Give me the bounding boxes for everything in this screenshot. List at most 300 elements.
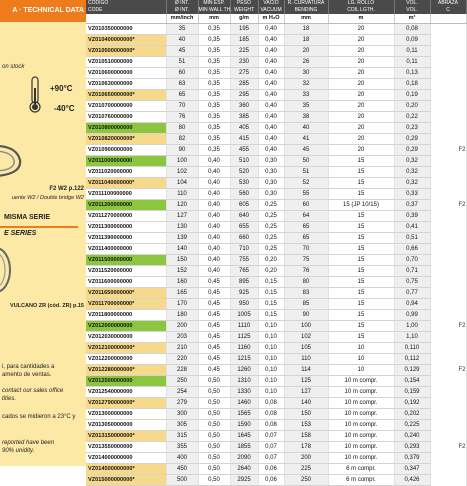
table-row: [86, 354, 466, 365]
row-bending: 102: [284, 332, 328, 343]
row-vacuum: 0,40: [258, 134, 284, 145]
serie-divider: [0, 226, 78, 228]
row-coil: 10: [328, 343, 394, 354]
col-header-vacuum-es: VACÍO: [258, 0, 284, 7]
row-clamp-ref: [430, 453, 466, 464]
row-bending: 33: [284, 90, 328, 101]
col-header-clamp-es: ABRAZA: [430, 0, 466, 7]
row-vol: 0,240: [394, 431, 430, 442]
row-diameter: 76: [166, 112, 198, 123]
row-vacuum: 0,25: [258, 233, 284, 244]
row-weight: 1330: [230, 387, 258, 398]
row-bending: 64: [284, 211, 328, 222]
row-vol: 0,11: [394, 57, 430, 68]
temp-max: +90°C: [50, 84, 73, 93]
row-vol: 0,11: [394, 46, 430, 57]
row-vol: 0,41: [394, 222, 430, 233]
header-row-es: [86, 0, 466, 7]
row-diameter: 305: [166, 420, 198, 431]
table-row: [86, 79, 466, 90]
row-vol: 0,99: [394, 310, 430, 321]
row-clamp-ref: [430, 90, 466, 101]
row-bending: 178: [284, 442, 328, 453]
row-wall: 0,50: [198, 420, 230, 431]
row-vacuum: 0,40: [258, 46, 284, 57]
row-diameter: 70: [166, 101, 198, 112]
row-weight: 1215: [230, 354, 258, 365]
row-diameter: 139: [166, 233, 198, 244]
row-weight: 295: [230, 90, 258, 101]
row-clamp-ref: F2: [430, 321, 466, 332]
row-bending: 45: [284, 145, 328, 156]
row-code: VZ010500000000*: [86, 46, 166, 57]
row-vacuum: 0,10: [258, 321, 284, 332]
row-coil: 10 m compr.: [328, 376, 394, 387]
row-wall: 0,35: [198, 68, 230, 79]
row-weight: 605: [230, 200, 258, 211]
row-diameter: 40: [166, 35, 198, 46]
row-code: VZ010600000000: [86, 68, 166, 79]
row-weight: 2090: [230, 453, 258, 464]
row-diameter: 160: [166, 277, 198, 288]
row-wall: 0,45: [198, 343, 230, 354]
row-weight: 2925: [230, 475, 258, 486]
row-code: VZ012100000000*: [86, 343, 166, 354]
row-code: VZ011400000000: [86, 244, 166, 255]
table-row: [86, 332, 466, 343]
row-bending: 70: [284, 244, 328, 255]
header-row-en: [86, 7, 466, 14]
row-vacuum: 0,10: [258, 332, 284, 343]
row-clamp-ref: F2: [430, 200, 466, 211]
row-clamp-ref: [430, 387, 466, 398]
row-clamp-ref: [430, 288, 466, 299]
row-diameter: 254: [166, 387, 198, 398]
table-row: [86, 288, 466, 299]
row-bending: 20: [284, 46, 328, 57]
row-clamp-ref: [430, 167, 466, 178]
row-coil: 10: [328, 354, 394, 365]
row-code: VZ011800000000: [86, 310, 166, 321]
row-vol: 0,426: [394, 475, 430, 486]
row-vacuum: 0,25: [258, 244, 284, 255]
row-vol: 0,32: [394, 178, 430, 189]
col-header-diameter-es: Ø INT.: [166, 0, 198, 7]
row-diameter: 60: [166, 68, 198, 79]
col-header-code-es: CÓDIGO: [86, 0, 166, 7]
row-wall: 0,45: [198, 354, 230, 365]
row-vacuum: 0,07: [258, 453, 284, 464]
units-row: [86, 14, 466, 24]
row-weight: 1260: [230, 365, 258, 376]
row-weight: 1565: [230, 409, 258, 420]
row-weight: 1005: [230, 310, 258, 321]
row-vacuum: 0,25: [258, 222, 284, 233]
note-rep-1: reported have been: [2, 440, 55, 446]
row-bending: 35: [284, 101, 328, 112]
row-coil: 10 m compr.: [328, 420, 394, 431]
serie-subtitle: E SERIES: [4, 230, 37, 237]
row-wall: 0,40: [198, 178, 230, 189]
row-vacuum: 0,08: [258, 420, 284, 431]
row-vol: 0,08: [394, 24, 430, 35]
row-vol: 0,77: [394, 288, 430, 299]
row-wall: 0,40: [198, 200, 230, 211]
row-weight: 230: [230, 57, 258, 68]
row-clamp-ref: [430, 233, 466, 244]
unit-code: [86, 14, 166, 24]
row-wall: 0,40: [198, 255, 230, 266]
row-vol: 0,110: [394, 343, 430, 354]
row-coil: 10 m compr.: [328, 453, 394, 464]
row-coil: 15: [328, 233, 394, 244]
row-bending: 150: [284, 409, 328, 420]
row-diameter: 80: [166, 123, 198, 134]
row-weight: 1160: [230, 343, 258, 354]
note-es-1: i, para cantidades a: [2, 364, 55, 370]
table-row: [86, 310, 466, 321]
row-vacuum: 0,15: [258, 288, 284, 299]
row-coil: 15: [328, 277, 394, 288]
row-wall: 0,35: [198, 112, 230, 123]
row-code: VZ012200000000: [86, 354, 166, 365]
row-clamp-ref: [430, 46, 466, 57]
row-code: VZ010820000000*: [86, 134, 166, 145]
row-diameter: 104: [166, 178, 198, 189]
table-row: [86, 101, 466, 112]
row-clamp-ref: [430, 189, 466, 200]
row-clamp-ref: [430, 464, 466, 475]
row-diameter: 35: [166, 24, 198, 35]
row-code: VZ013000000000: [86, 409, 166, 420]
row-bending: 110: [284, 354, 328, 365]
row-clamp-ref: [430, 475, 466, 486]
row-diameter: 220: [166, 354, 198, 365]
row-weight: 895: [230, 277, 258, 288]
row-diameter: 165: [166, 288, 198, 299]
row-diameter: 120: [166, 200, 198, 211]
row-wall: 0,50: [198, 453, 230, 464]
row-vacuum: 0,40: [258, 145, 284, 156]
col-header-coil-en: COIL LGTH.: [328, 7, 394, 14]
row-vol: 0,192: [394, 398, 430, 409]
table-row: [86, 123, 466, 134]
row-bending: 26: [284, 57, 328, 68]
table-row: [86, 442, 466, 453]
row-wall: 0,35: [198, 24, 230, 35]
table-row: [86, 46, 466, 57]
table-row: [86, 244, 466, 255]
row-vacuum: 0,07: [258, 431, 284, 442]
row-coil: 15: [328, 167, 394, 178]
row-clamp-ref: [430, 409, 466, 420]
row-wall: 0,45: [198, 299, 230, 310]
row-clamp-ref: [430, 156, 466, 167]
col-header-weight-en: WEIGHT: [230, 7, 258, 14]
row-vol: 0,32: [394, 156, 430, 167]
row-weight: 225: [230, 46, 258, 57]
table-row: [86, 409, 466, 420]
row-clamp-ref: F2: [430, 442, 466, 453]
table-row: [86, 156, 466, 167]
row-weight: 1125: [230, 332, 258, 343]
row-bending: 18: [284, 35, 328, 46]
row-diameter: 45: [166, 46, 198, 57]
row-weight: 455: [230, 145, 258, 156]
row-vol: 1,10: [394, 332, 430, 343]
unit-bending: mm: [284, 14, 328, 24]
technical-data-table: [86, 0, 467, 486]
row-vol: 0,112: [394, 354, 430, 365]
row-vacuum: 0,20: [258, 255, 284, 266]
row-vacuum: 0,10: [258, 387, 284, 398]
row-clamp-ref: [430, 123, 466, 134]
row-vacuum: 0,40: [258, 101, 284, 112]
row-coil: 15: [328, 178, 394, 189]
temp-min: -40°C: [54, 104, 75, 113]
row-bending: 60: [284, 200, 328, 211]
row-coil: 10 m compr.: [328, 398, 394, 409]
row-vol: 0,70: [394, 255, 430, 266]
row-wall: 0,50: [198, 409, 230, 420]
row-coil: 10 m compr.: [328, 409, 394, 420]
row-code: VZ011020000000: [86, 167, 166, 178]
row-diameter: 102: [166, 167, 198, 178]
col-header-vol-es: VOL.: [394, 0, 430, 7]
row-vacuum: 0,06: [258, 475, 284, 486]
row-coil: 10 m compr.: [328, 431, 394, 442]
row-vacuum: 0,10: [258, 354, 284, 365]
row-vol: 0,379: [394, 453, 430, 464]
row-weight: 1855: [230, 442, 258, 453]
row-bending: 90: [284, 310, 328, 321]
row-weight: 710: [230, 244, 258, 255]
table-row: [86, 398, 466, 409]
row-weight: 1460: [230, 398, 258, 409]
row-bending: 65: [284, 233, 328, 244]
hose-section-image: [0, 245, 16, 295]
row-weight: 560: [230, 189, 258, 200]
row-vol: 0,20: [394, 101, 430, 112]
serie-title: MISMA SERIE: [4, 214, 51, 221]
table-row: [86, 233, 466, 244]
row-clamp-ref: [430, 310, 466, 321]
row-vol: 0,22: [394, 112, 430, 123]
row-code: VZ010650000000*: [86, 90, 166, 101]
unit-vol: m³: [394, 14, 430, 24]
row-wall: 0,35: [198, 101, 230, 112]
table-row: [86, 365, 466, 376]
row-weight: 1590: [230, 420, 258, 431]
row-diameter: 279: [166, 398, 198, 409]
row-diameter: 140: [166, 244, 198, 255]
row-coil: 15: [328, 244, 394, 255]
row-code: VZ012500000000: [86, 376, 166, 387]
table-row: [86, 475, 466, 486]
row-weight: 950: [230, 299, 258, 310]
row-clamp-ref: [430, 211, 466, 222]
row-vol: 0,71: [394, 266, 430, 277]
row-bending: 50: [284, 156, 328, 167]
row-diameter: 228: [166, 365, 198, 376]
table-row: [86, 189, 466, 200]
row-coil: 20: [328, 24, 394, 35]
row-diameter: 200: [166, 321, 198, 332]
table-row: [86, 387, 466, 398]
row-wall: 0,50: [198, 475, 230, 486]
row-clamp-ref: [430, 112, 466, 123]
table-row: [86, 178, 466, 189]
hose-coil-image: [0, 140, 26, 180]
table-row: [86, 255, 466, 266]
col-header-code-en: CODE: [86, 7, 166, 14]
row-bending: 140: [284, 398, 328, 409]
row-vol: 0,225: [394, 420, 430, 431]
row-code: VZ013550000000: [86, 442, 166, 453]
row-weight: 1645: [230, 431, 258, 442]
row-vol: 0,293: [394, 442, 430, 453]
unit-wall: mm: [198, 14, 230, 24]
row-coil: 15: [328, 189, 394, 200]
row-diameter: 152: [166, 266, 198, 277]
col-header-clamp-en: C: [430, 7, 466, 14]
technical-data-title: A · TECHNICAL DATA: [0, 0, 86, 22]
row-code: VZ010900000000: [86, 145, 166, 156]
row-vol: 0,29: [394, 134, 430, 145]
note-rep-2: 90% unidity.: [2, 448, 35, 454]
row-wall: 0,50: [198, 398, 230, 409]
row-wall: 0,40: [198, 222, 230, 233]
table-row: [86, 321, 466, 332]
row-clamp-ref: [430, 178, 466, 189]
row-wall: 0,50: [198, 376, 230, 387]
row-coil: 20: [328, 68, 394, 79]
row-coil: 15 (JP 10/15): [328, 200, 394, 211]
row-clamp-ref: [430, 398, 466, 409]
row-coil: 20: [328, 112, 394, 123]
row-coil: 15: [328, 156, 394, 167]
row-code: VZ010510000000: [86, 57, 166, 68]
row-wall: 0,50: [198, 442, 230, 453]
row-vol: 0,39: [394, 211, 430, 222]
row-bending: 52: [284, 178, 328, 189]
row-vol: 0,154: [394, 376, 430, 387]
table-row: [86, 464, 466, 475]
row-diameter: 203: [166, 332, 198, 343]
row-diameter: 150: [166, 255, 198, 266]
row-weight: 1110: [230, 321, 258, 332]
row-coil: 20: [328, 123, 394, 134]
row-clamp-ref: [430, 354, 466, 365]
row-code: VZ014000000000: [86, 453, 166, 464]
col-header-vacuum-en: VACUUM: [258, 7, 284, 14]
col-header-bending-es: R. CURVATURA: [284, 0, 328, 7]
row-weight: 415: [230, 134, 258, 145]
row-bending: 32: [284, 79, 328, 90]
row-diameter: 110: [166, 189, 198, 200]
row-bending: 158: [284, 431, 328, 442]
row-vacuum: 0,40: [258, 112, 284, 123]
row-wall: 0,40: [198, 167, 230, 178]
row-code: VZ011390000000: [86, 233, 166, 244]
row-vacuum: 0,08: [258, 398, 284, 409]
row-vol: 0,94: [394, 299, 430, 310]
row-coil: 15: [328, 266, 394, 277]
row-bending: 83: [284, 288, 328, 299]
ref-page: F2 W2 p.122: [49, 186, 84, 192]
row-coil: 15: [328, 222, 394, 233]
row-code: VZ012280000000*: [86, 365, 166, 376]
row-vacuum: 0,08: [258, 409, 284, 420]
row-vol: 0,19: [394, 90, 430, 101]
row-vacuum: 0,30: [258, 189, 284, 200]
row-weight: 660: [230, 233, 258, 244]
table-row: [86, 24, 466, 35]
col-header-bending-en: BENDING: [284, 7, 328, 14]
row-diameter: 90: [166, 145, 198, 156]
row-clamp-ref: [430, 244, 466, 255]
row-weight: 360: [230, 101, 258, 112]
unit-weight: g/m: [230, 14, 258, 24]
row-diameter: 130: [166, 222, 198, 233]
row-bending: 100: [284, 321, 328, 332]
row-code: VZ012790000000*: [86, 398, 166, 409]
row-wall: 0,35: [198, 123, 230, 134]
row-coil: 15: [328, 255, 394, 266]
row-clamp-ref: [430, 134, 466, 145]
row-bending: 76: [284, 266, 328, 277]
row-vol: 0,18: [394, 79, 430, 90]
row-bending: 38: [284, 112, 328, 123]
row-coil: 15: [328, 332, 394, 343]
row-wall: 0,35: [198, 57, 230, 68]
left-info-panel: [0, 0, 86, 466]
row-clamp-ref: [430, 57, 466, 68]
row-vol: 0,75: [394, 277, 430, 288]
row-code: VZ013050000000: [86, 420, 166, 431]
row-diameter: 100: [166, 156, 198, 167]
row-weight: 765: [230, 266, 258, 277]
row-bending: 18: [284, 24, 328, 35]
row-vacuum: 0,30: [258, 178, 284, 189]
row-vacuum: 0,40: [258, 57, 284, 68]
row-vol: 0,23: [394, 123, 430, 134]
row-coil: 20: [328, 46, 394, 57]
row-code: VZ010630000000: [86, 79, 166, 90]
row-vacuum: 0,40: [258, 79, 284, 90]
row-weight: 640: [230, 211, 258, 222]
row-diameter: 51: [166, 57, 198, 68]
row-weight: 520: [230, 167, 258, 178]
row-clamp-ref: [430, 343, 466, 354]
ref-bridge: uente W2 / Double bridge W2: [11, 195, 84, 201]
row-diameter: 300: [166, 409, 198, 420]
row-vacuum: 0,30: [258, 167, 284, 178]
row-code: VZ012540000000: [86, 387, 166, 398]
row-code: VZ011040000000*: [86, 178, 166, 189]
row-wall: 0,50: [198, 431, 230, 442]
row-clamp-ref: [430, 277, 466, 288]
unit-clamp: [430, 14, 466, 24]
row-vacuum: 0,15: [258, 299, 284, 310]
unit-diameter: mm/inch: [166, 14, 198, 24]
row-vol: 0,09: [394, 35, 430, 46]
row-wall: 0,40: [198, 266, 230, 277]
row-clamp-ref: [430, 420, 466, 431]
row-wall: 0,45: [198, 288, 230, 299]
row-code: VZ013150000000*: [86, 431, 166, 442]
table-row: [86, 112, 466, 123]
